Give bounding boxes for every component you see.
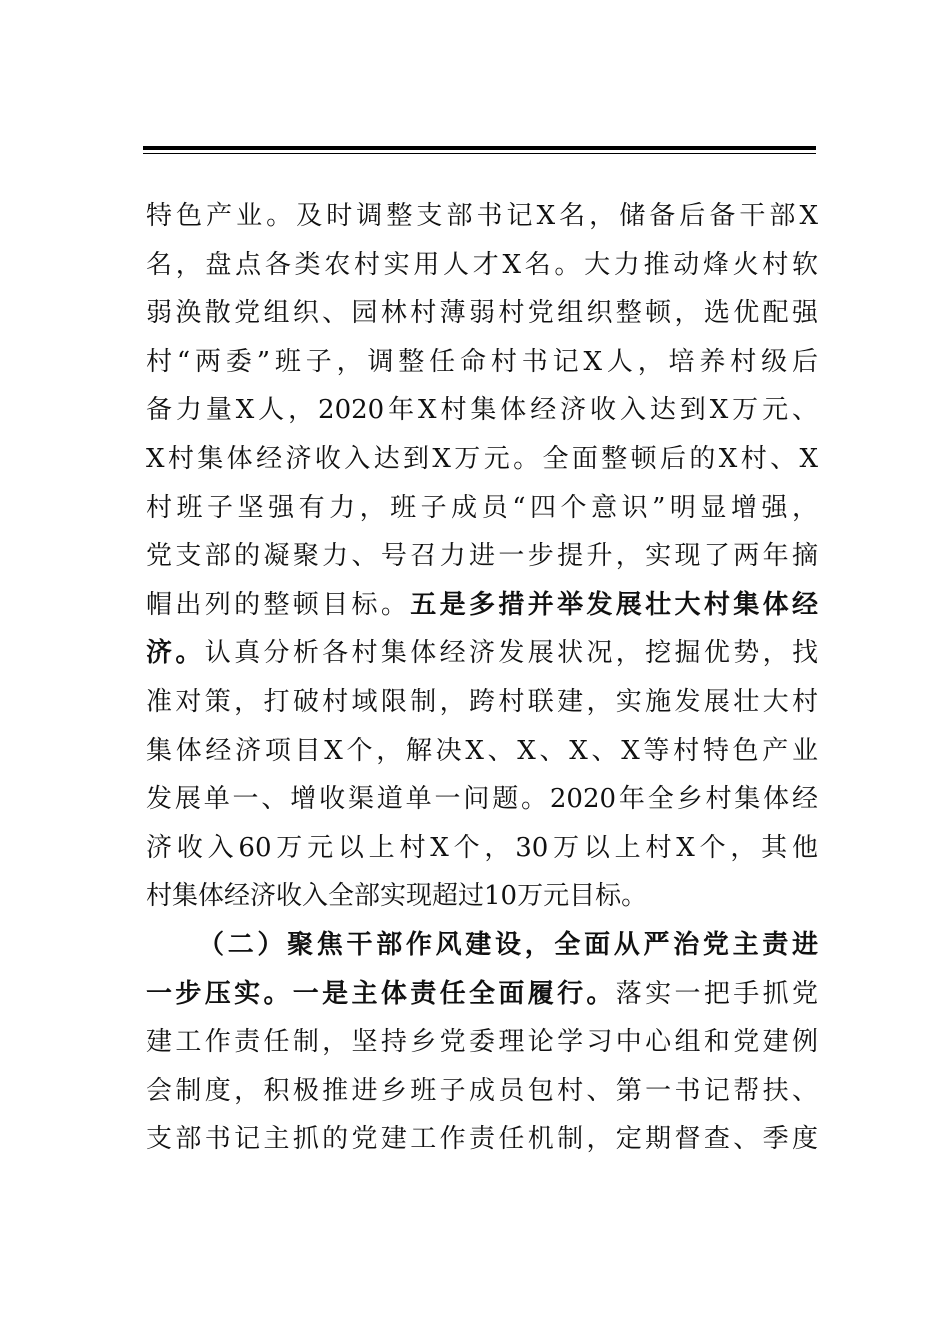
text-run: 发展单一、增收渠道单一问题。2020年全乡村集体经 [146,784,818,815]
text-line-17 [146,970,818,1019]
text-run: X村集体经济收入达到X万元。全面整顿后的X村、X [146,443,818,474]
text-line-3 [146,289,818,338]
text-line-5 [146,386,818,435]
text-line-6 [146,435,818,484]
text-line-13 [146,775,818,824]
text-run: 准对策，打破村域限制，跨村联建，实施发展壮大村 [146,686,818,717]
text-run: 支部书记主抓的党建工作责任机制，定期督查、季度 [146,1124,818,1155]
text-line-1 [146,192,818,241]
text-run: 村班子坚强有力，班子成员“四个意识”明显增强， [146,492,818,523]
text-line-4 [146,338,818,387]
text-line-9 [146,581,818,630]
header-rule-thin [143,153,816,154]
text-line-15 [146,872,818,921]
header-rule-thick [143,146,816,150]
text-line-2 [146,241,818,290]
bold-text-run: 济。 [146,638,205,669]
text-line-10 [146,629,818,678]
text-run: 名，盘点各类农村实用人才X名。大力推动烽火村软 [146,249,818,280]
text-line-14 [146,824,818,873]
section-heading-line [146,921,818,970]
text-run: 会制度，积极推进乡班子成员包村、第一书记帮扶、 [146,1075,818,1106]
text-run: 特色产业。及时调整支部书记X名，储备后备干部X [146,201,818,231]
text-run: 村“两委”班子，调整任命村书记X人，培养村级后 [146,346,818,377]
text-line-20 [146,1115,818,1164]
text-line-11 [146,678,818,727]
text-run: 建工作责任制，坚持乡党委理论学习中心组和党建例 [146,1027,818,1058]
text-line-8 [146,532,818,581]
bold-text-run: 五是多措并举发展壮大村集体经 [410,589,818,620]
text-line-12 [146,727,818,776]
text-line-19 [146,1067,818,1116]
text-run: 弱涣散党组织、园林村薄弱村党组织整顿，选优配强 [146,298,818,329]
text-line-18 [146,1018,818,1067]
text-run: 认真分析各村集体经济发展状况，挖掘优势，找 [204,638,818,669]
bold-text-run: 一步压实。一是主体责任全面履行。 [146,978,616,1009]
text-run: 村集体经济收入全部实现超过10万元目标。 [146,881,648,912]
text-line-7 [146,484,818,533]
text-run: 济收入60万元以上村X个，30万以上村X个，其他 [146,832,818,863]
text-run: 备力量X人，2020年X村集体经济收入达到X万元、 [146,395,818,426]
document-body [146,192,818,1164]
text-run: 帽出列的整顿目标。 [146,589,411,620]
text-run: 党支部的凝聚力、号召力进一步提升，实现了两年摘 [146,541,818,572]
text-run: 集体经济项目X个，解决X、X、X、X等村特色产业 [146,735,818,766]
text-run: 落实一把手抓党 [615,978,818,1009]
bold-text-run: （二）聚焦干部作风建设，全面从严治党主责进 [198,929,818,960]
